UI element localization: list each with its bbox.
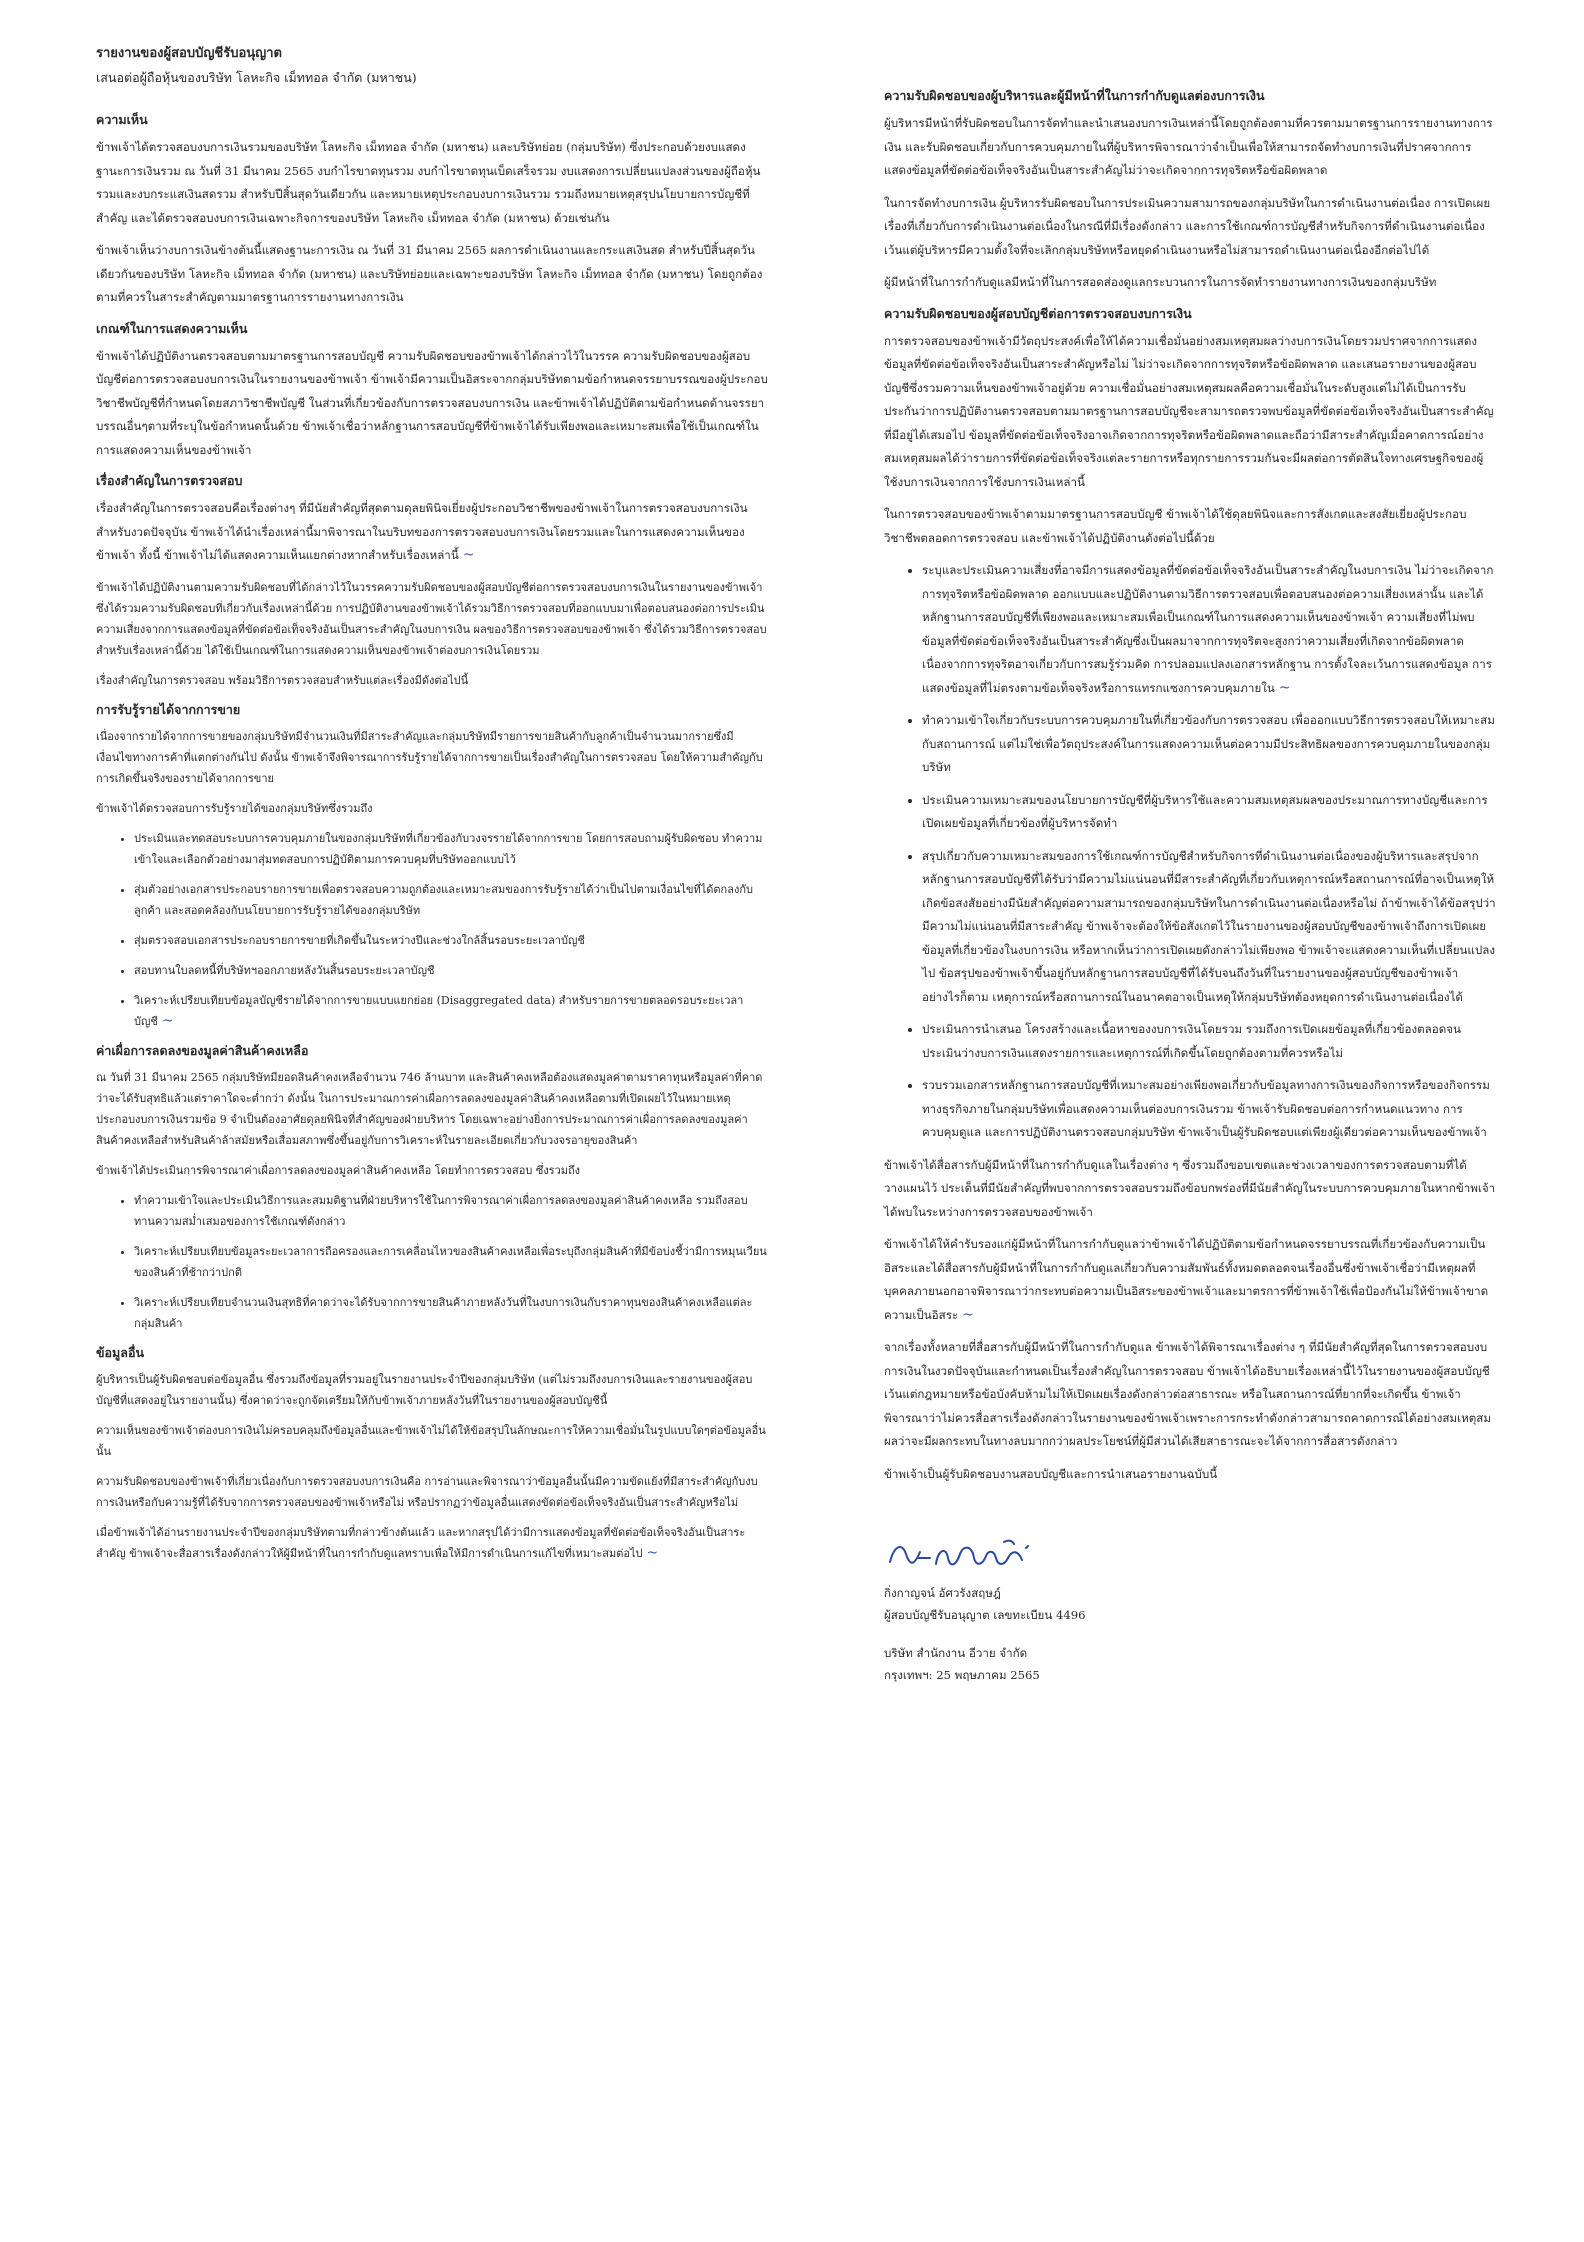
- list-item: • ประเมินการนำเสนอ โครงสร้างและเนื้อหาของงบการเงินโดยรวม รวมถึงการเปิดเผยข้อมูลที่เกี่ยวข้องตลอดจนประเมินว่างบการเงินแสดงรายการและเหตุการณ์ที่เกิดขึ้นโดยถูกต้องตามที่ควรหรือไม่: [922, 1018, 1496, 1065]
- kam-heading: เรื่องสำคัญในการตรวจสอบ: [96, 473, 243, 488]
- inventory-procedures-list: [96, 1190, 768, 1334]
- annotation-mark-icon: ~: [962, 1306, 974, 1323]
- list-item: • รวบรวมเอกสารหลักฐานการสอบบัญชีที่เหมาะสมอย่างเพียงพอเกี่ยวกับข้อมูลทางการเงินของกิจการหรือของกิจกรรมทางธุรกิจภายในกลุ่มบริษัทเพื่อแสดงความเห็นต่องบการเงินรวม ข้าพเจ้ารับผิดชอบต่อการกำหนดแนวทาง การควบคุมดูแล และการปฏิบัติงานตรวจสอบกลุ่มบริษัท ข้าพเจ้าเป็นผู้รับผิดชอบแต่เพียงผู้เดียวต่อความเห็นของข้าพเจ้า: [922, 1074, 1496, 1145]
- auditor-paragraph: ข้าพเจ้าได้สื่อสารกับผู้มีหน้าที่ในการกำกับดูแลในเรื่องต่าง ๆ ซึ่งรวมถึงขอบเขตและช่วงเวลาของการตรวจสอบตามที่ได้วางแผนไว้ ประเด็นที่มีนัยสำคัญที่พบจากการตรวจสอบรวมถึงข้อบกพร่องที่มีนัยสำคัญในระบบการควบคุมภายในหากข้าพเจ้าได้พบในระหว่างการตรวจสอบของข้าพเจ้า: [884, 1157, 1496, 1219]
- signer-name: กิ่งกาญจน์ อัศวรังสฤษฎ์: [884, 1586, 1001, 1600]
- revenue-procedures-list: [96, 828, 768, 1032]
- report-title: รายงานของผู้สอบบัญชีรับอนุญาต: [96, 46, 282, 61]
- list-item: • สรุปเกี่ยวกับความเหมาะสมของการใช้เกณฑ์การบัญชีสำหรับกิจการที่ดำเนินงานต่อเนื่องของผู้บริหารและสรุปจากหลักฐานการสอบบัญชีที่ได้รับว่ามีความไม่แน่นอนที่มีสาระสำคัญที่เกี่ยวกับเหตุการณ์หรือสถานการณ์ที่อาจเป็นเหตุให้เกิดข้อสงสัยอย่างมีนัยสำคัญต่อความสามารถของกลุ่มบริษัทในการดำเนินงานต่อเนื่องหรือไม่ ถ้าข้าพเจ้าได้ข้อสรุปว่ามีความไม่แน่นอนที่มีสาระสำคัญ ข้าพเจ้าจะต้องให้ข้อสังเกตไว้ในรายงานของผู้สอบบัญชีของข้าพเจ้าถึงการเปิดเผยข้อมูลที่เกี่ยวข้องในงบการเงิน หรือหากเห็นว่าการเปิดเผยดังกล่าวไม่เพียงพอ ข้าพเจ้าจะแสดงความเห็นที่เปลี่ยนแปลงไป ข้อสรุปของข้าพเจ้าขึ้นอยู่กับหลักฐานการสอบบัญชีที่ได้รับจนถึงวันที่ในรายงานของผู้สอบบัญชีของข้าพเจ้า อย่างไรก็ตาม เหตุการณ์หรือสถานการณ์ในอนาคตอาจเป็นเหตุให้กลุ่มบริษัทต้องหยุดการดำเนินงานต่อเนื่องได้: [922, 845, 1496, 1010]
- list-item: • วิเคราะห์เปรียบเทียบข้อมูลบัญชีรายได้จากการขายแบบแยกย่อย (Disaggregated data) สำหรับรายการขายตลอดรอบระยะเวลาบัญชี ~: [134, 990, 768, 1032]
- auditor-paragraph: ข้าพเจ้าเป็นผู้รับผิดชอบงานสอบบัญชีและการนำเสนอรายงานฉบับนี้: [884, 1466, 1218, 1481]
- list-item: • ทำความเข้าใจและประเมินวิธีการและสมมติฐานที่ฝ่ายบริหารใช้ในการพิจารณาค่าเผื่อการลดลงของมูลค่าสินค้าคงเหลือ รวมถึงสอบทานความสม่ำเสมอของการใช้เกณฑ์ดังกล่าว: [134, 1190, 768, 1232]
- opinion-heading: ความเห็น: [96, 112, 148, 127]
- kam-paragraph: เรื่องสำคัญในการตรวจสอบคือเรื่องต่างๆ ที่มีนัยสำคัญที่สุดตามดุลยพินิจเยี่ยงผู้ประกอบวิชาชีพของข้าพเจ้าในการตรวจสอบงบการเงินสำหรับงวดปัจจุบัน ข้าพเจ้าได้นำเรื่องเหล่านี้มาพิจารณาในบริบทของการตรวจสอบงบการเงินโดยรวมและในการแสดงความเห็นของข้าพเจ้า ทั้งนี้ ข้าพเจ้าไม่ได้แสดงความเห็นแยกต่างหากสำหรับเรื่องเหล่านี้ ~: [96, 501, 748, 563]
- opinion-paragraph: ข้าพเจ้าได้ตรวจสอบงบการเงินรวมของบริษัท โลหะกิจ เม็ททอล จำกัด (มหาชน) และบริษัทย่อย (กลุ่มบริษัท) ซึ่งประกอบด้วยงบแสดงฐานะการเงินรวม ณ วันที่ 31 มีนาคม 2565 งบกำไรขาดทุนรวม งบกำไรขาดทุนเบ็ดเสร็จรวม งบแสดงการเปลี่ยนแปลงส่วนของผู้ถือหุ้นรวมและงบกระแสเงินสดรวม สำหรับปีสิ้นสุดวันเดียวกัน และหมายเหตุประกอบงบการเงินรวม รวมถึงหมายเหตุสรุปนโยบายการบัญชีที่สำคัญ และได้ตรวจสอบงบการเงินเฉพาะกิจการของบริษัท โลหะกิจ เม็ททอล จำกัด (มหาชน) ด้วยเช่นกัน: [96, 140, 761, 225]
- other-info-heading: ข้อมูลอื่น: [96, 1344, 145, 1360]
- auditor-paragraph: ในการตรวจสอบของข้าพเจ้าตามมาตรฐานการสอบบัญชี ข้าพเจ้าได้ใช้ดุลยพินิจและการสังเกตและสงสัยเยี่ยงผู้ประกอบวิชาชีพตลอดการตรวจสอบ และข้าพเจ้าได้ปฏิบัติงานดังต่อไปนี้ด้วย: [884, 507, 1467, 545]
- other-info-paragraph: ความเห็นของข้าพเจ้าต่องบการเงินไม่ครอบคลุมถึงข้อมูลอื่นและข้าพเจ้าไม่ได้ให้ข้อสรุปในลักษณะการให้ความเชื่อมั่นในรูปแบบใดๆต่อข้อมูลอื่นนั้น: [96, 1423, 766, 1458]
- auditor-responsibility-heading: ความรับผิดชอบของผู้สอบบัญชีต่อการตรวจสอบงบการเงิน: [884, 305, 1192, 321]
- opinion-paragraph: ข้าพเจ้าเห็นว่างบการเงินข้างต้นนี้แสดงฐานะการเงิน ณ วันที่ 31 มีนาคม 2565 ผลการดำเนินงานและกระแสเงินสด สำหรับปีสิ้นสุดวันเดียวกันของบริษัท โลหะกิจ เม็ททอล จำกัด (มหาชน) และบริษัทย่อยและเฉพาะของบริษัท โลหะกิจ เม็ททอล จำกัด (มหาชน) โดยถูกต้องตามที่ควรในสาระสำคัญตามมาตรฐานการรายงานทางการเงิน: [96, 243, 763, 304]
- revenue-paragraph: เนื่องจากรายได้จากการขายของกลุ่มบริษัทมีจำนวนเงินที่มีสาระสำคัญและกลุ่มบริษัทมีรายการขายสินค้ากับลูกค้าเป็นจำนวนมากรายซึ่งมีเงื่อนไขทางการค้าที่แตกต่างกันไป ดังนั้น ข้าพเจ้าจึงพิจารณาการรับรู้รายได้จากการขายเป็นเรื่องสำคัญในการตรวจสอบ โดยให้ความสำคัญกับการเกิดขึ้นจริงของรายได้จากการขาย: [96, 729, 763, 785]
- basis-heading: เกณฑ์ในการแสดงความเห็น: [96, 320, 248, 336]
- management-responsibility-heading: ความรับผิดชอบของผู้บริหารและผู้มีหน้าที่ในการกำกับดูแลต่องบการเงิน: [884, 88, 1265, 103]
- inventory-paragraph: ข้าพเจ้าได้ประเมินการพิจารณาค่าเผื่อการลดลงของมูลค่าสินค้าคงเหลือ โดยทำการตรวจสอบ ซึ่งรวมถึง: [96, 1163, 581, 1177]
- revenue-paragraph: ข้าพเจ้าได้ตรวจสอบการรับรู้รายได้ของกลุ่มบริษัทซึ่งรวมถึง: [96, 801, 373, 815]
- kam-paragraph: ข้าพเจ้าได้ปฏิบัติงานตามความรับผิดชอบที่ได้กล่าวไว้ในวรรคความรับผิดชอบของผู้สอบบัญชีต่อการตรวจสอบงบการเงินในรายงานของข้าพเจ้า ซึ่งได้รวมความรับผิดชอบที่เกี่ยวกับเรื่องเหล่านี้ด้วย การปฏิบัติงานของข้าพเจ้าได้รวมวิธีการตรวจสอบที่ออกแบบมาเพื่อตอบสนองต่อการประเมินความเสี่ยงจากการแสดงข้อมูลที่ขัดต่อข้อเท็จจริงอันเป็นสาระสำคัญในงบการเงิน ผลของวิธีการตรวจสอบของข้าพเจ้า ซึ่งได้รวมวิธีการตรวจสอบสำหรับเรื่องเหล่านี้ด้วย ได้ใช้เป็นเกณฑ์ในการแสดงความเห็นของข้าพเจ้าต่องบการเงินโดยรวม: [96, 580, 767, 657]
- list-item: • ระบุและประเมินความเสี่ยงที่อาจมีการแสดงข้อมูลที่ขัดต่อข้อเท็จจริงอันเป็นสาระสำคัญในงบการเงิน ไม่ว่าจะเกิดจากการทุจริตหรือข้อผิดพลาด ออกแบบและปฏิบัติงานตามวิธีการตรวจสอบเพื่อตอบสนองต่อความเสี่ยงเหล่านั้น และได้หลักฐานการสอบบัญชีที่เพียงพอและเหมาะสมเพื่อเป็นเกณฑ์ในการแสดงความเห็นของข้าพเจ้า ความเสี่ยงที่ไม่พบข้อมูลที่ขัดต่อข้อเท็จจริงอันเป็นสาระสำคัญซึ่งเป็นผลมาจากการทุจริตจะสูงกว่าความเสี่ยงที่เกิดจากข้อผิดพลาด เนื่องจากการทุจริตอาจเกี่ยวกับการสมรู้ร่วมคิด การปลอมแปลงเอกสารหลักฐาน การตั้งใจละเว้นการแสดงข้อมูล การแสดงข้อมูลที่ไม่ตรงตามข้อเท็จจริงหรือการแทรกแซงการควบคุมภายใน ~: [922, 559, 1496, 700]
- list-item: • สุ่มตัวอย่างเอกสารประกอบรายการขายเพื่อตรวจสอบความถูกต้องและเหมาะสมของการรับรู้รายได้ว่าเป็นไปตามเงื่อนไขที่ได้ตกลงกับลูกค้า และสอดคล้องกับนโยบายการรับรู้รายได้ของกลุ่มบริษัท: [134, 879, 768, 921]
- auditor-paragraph: การตรวจสอบของข้าพเจ้ามีวัตถุประสงค์เพื่อให้ได้ความเชื่อมั่นอย่างสมเหตุสมผลว่างบการเงินโดยรวมปราศจากการแสดงข้อมูลที่ขัดต่อข้อเท็จจริงอันเป็นสาระสำคัญหรือไม่ ไม่ว่าจะเกิดจากการทุจริตหรือข้อผิดพลาด และเสนอรายงานของผู้สอบบัญชีซึ่งรวมความเห็นของข้าพเจ้าอยู่ด้วย ความเชื่อมั่นอย่างสมเหตุสมผลคือความเชื่อมั่นในระดับสูงแต่ไม่ได้เป็นการรับประกันว่าการปฏิบัติงานตรวจสอบตามมาตรฐานการสอบบัญชีจะสามารถตรวจพบข้อมูลที่ขัดต่อข้อเท็จจริงอันเป็นสาระสำคัญที่มีอยู่ได้เสมอไป ข้อมูลที่ขัดต่อข้อเท็จจริงอาจเกิดจากการทุจริตหรือข้อผิดพลาดและถือว่ามีสาระสำคัญเมื่อคาดการณ์อย่างสมเหตุสมผลได้ว่ารายการที่ขัดต่อข้อเท็จจริงแต่ละรายการหรือทุกรายการรวมกันจะมีผลต่อการตัดสินใจทางเศรษฐกิจของผู้ใช้งบการเงินจากการใช้งบการเงินเหล่านี้: [884, 333, 1494, 489]
- list-item: • ทำความเข้าใจเกี่ยวกับระบบการควบคุมภายในที่เกี่ยวข้องกับการตรวจสอบ เพื่อออกแบบวิธีการตรวจสอบให้เหมาะสมกับสถานการณ์ แต่ไม่ใช่เพื่อวัตถุประสงค์ในการแสดงความเห็นต่อความมีประสิทธิผลของการควบคุมภายในของกลุ่มบริษัท: [922, 709, 1496, 780]
- annotation-mark-icon: ~: [646, 1544, 659, 1561]
- list-item: • วิเคราะห์เปรียบเทียบจำนวนเงินสุทธิที่คาดว่าจะได้รับจากการขายสินค้าภายหลังวันที่ในงบการเงินกับราคาทุนของสินค้าคงเหลือแต่ละกลุ่มสินค้า: [134, 1292, 768, 1334]
- list-item: • ประเมินความเหมาะสมของนโยบายการบัญชีที่ผู้บริหารใช้และความสมเหตุสมผลของประมาณการทางบัญชีและการเปิดเผยข้อมูลที่เกี่ยวข้องที่ผู้บริหารจัดทำ: [922, 789, 1496, 836]
- list-item: • วิเคราะห์เปรียบเทียบข้อมูลระยะเวลาการถือครองและการเคลื่อนไหวของสินค้าคงเหลือเพื่อระบุถึงกลุ่มสินค้าที่มีข้อบ่งชี้ว่ามีการหมุนเวียนของสินค้าที่ช้ากว่าปกติ: [134, 1241, 768, 1283]
- basis-paragraph: ข้าพเจ้าได้ปฏิบัติงานตรวจสอบตามมาตรฐานการสอบบัญชี ความรับผิดชอบของข้าพเจ้าได้กล่าวไว้ในวรรค ความรับผิดชอบของผู้สอบบัญชีต่อการตรวจสอบงบการเงินในรายงานของข้าพเจ้า ข้าพเจ้ามีความเป็นอิสระจากกลุ่มบริษัทตามข้อกำหนดจรรยาบรรณของผู้ประกอบวิชาชีพบัญชีที่กำหนดโดยสภาวิชาชีพบัญชี ในส่วนที่เกี่ยวข้องกับการตรวจสอบงบการเงิน และข้าพเจ้าได้ปฏิบัติตามข้อกำหนดด้านจรรยาบรรณอื่นๆตามที่ระบุในข้อกำหนดนั้นด้วย ข้าพเจ้าเชื่อว่าหลักฐานการสอบบัญชีที่ข้าพเจ้าได้รับเพียงพอและเหมาะสมเพื่อใช้เป็นเกณฑ์ในการแสดงความเห็นของข้าพเจ้า: [96, 348, 768, 457]
- report-date: กรุงเทพฯ: 25 พฤษภาคม 2565: [884, 1668, 1040, 1682]
- other-info-paragraph: ผู้บริหารเป็นผู้รับผิดชอบต่อข้อมูลอื่น ซึ่งรวมถึงข้อมูลที่รวมอยู่ในรายงานประจำปีของกลุ่มบริษัท (แต่ไม่รวมถึงงบการเงินและรายงานของผู้สอบบัญชีที่แสดงอยู่ในรายงานนั้น) ซึ่งคาดว่าจะถูกจัดเตรียมให้กับข้าพเจ้าภายหลังวันที่ในรายงานของผู้สอบบัญชีนี้: [96, 1372, 753, 1407]
- left-column: [96, 44, 768, 1573]
- management-paragraph: ผู้มีหน้าที่ในการกำกับดูแลมีหน้าที่ในการสอดส่องดูแลกระบวนการในการจัดทำรายงานทางการเงินของกลุ่มบริษัท: [884, 275, 1437, 289]
- left-small-section: [96, 577, 768, 1564]
- right-column: [884, 78, 1496, 1686]
- inventory-paragraph: ณ วันที่ 31 มีนาคม 2565 กลุ่มบริษัทมียอดสินค้าคงเหลือจำนวน 746 ล้านบาท และสินค้าคงเหลือต้องแสดงมูลค่าตามราคาทุนหรือมูลค่าที่คาดว่าจะได้รับสุทธิแล้วแต่ราคาใดจะต่ำกว่า ดังนั้น ในการประมาณการค่าเผื่อการลดลงของมูลค่าสินค้าคงเหลือตามที่เปิดเผยไว้ในหมายเหตุประกอบงบการเงินรวมข้อ 9 จำเป็นต้องอาศัยดุลยพินิจที่สำคัญของฝ่ายบริหาร โดยเฉพาะอย่างยิ่งการประมาณการค่าเผื่อการลดลงของมูลค่าสินค้าคงเหลือสำหรับสินค้าล้าสมัยหรือเสื่อมสภาพซึ่งขึ้นอยู่กับการวิเคราะห์ในรายละเอียดเกี่ยวกับวงจรอายุของสินค้า: [96, 1070, 763, 1147]
- inventory-heading: ค่าเผื่อการลดลงของมูลค่าสินค้าคงเหลือ: [96, 1042, 309, 1058]
- list-item: • ประเมินและทดสอบระบบการควบคุมภายในของกลุ่มบริษัทที่เกี่ยวข้องกับวงจรรายได้จากการขาย โดยการสอบถามผู้รับผิดชอบ ทำความเข้าใจและเลือกตัวอย่างมาสุ่มทดสอบการปฏิบัติตามการควบคุมที่บริษัทออกแบบไว้: [134, 828, 768, 870]
- annotation-mark-icon: ~: [161, 1012, 174, 1029]
- management-paragraph: ผู้บริหารมีหน้าที่รับผิดชอบในการจัดทำและนำเสนองบการเงินเหล่านี้โดยถูกต้องตามที่ควรตามมาตรฐานการรายงานทางการเงิน และรับผิดชอบเกี่ยวกับการควบคุมภายในที่ผู้บริหารพิจารณาว่าจำเป็นเพื่อให้สามารถจัดทำงบการเงินที่ปราศจากการแสดงข้อมูลที่ขัดต่อข้อเท็จจริงอันเป็นสาระสำคัญไม่ว่าจะเกิดจากการทุจริตหรือข้อผิดพลาด: [884, 116, 1493, 177]
- list-item: • สอบทานใบลดหนี้ที่บริษัทฯออกภายหลังวันสิ้นรอบระยะเวลาบัญชี: [134, 960, 768, 981]
- signature-block: [884, 1532, 1496, 1686]
- other-info-paragraph: ความรับผิดชอบของข้าพเจ้าที่เกี่ยวเนื่องกับการตรวจสอบงบการเงินคือ การอ่านและพิจารณาว่าข้อมูลอื่นนั้นมีความขัดแย้งที่มีสาระสำคัญกับงบการเงินหรือกับความรู้ที่ได้รับจากการตรวจสอบของข้าพเจ้าหรือไม่ หรือปรากฏว่าข้อมูลอื่นแสดงขัดต่อข้อเท็จจริงอันเป็นสาระสำคัญหรือไม่: [96, 1474, 758, 1509]
- list-item: • สุ่มตรวจสอบเอกสารประกอบรายการขายที่เกิดขึ้นในระหว่างปีและช่วงใกล้สิ้นรอบระยะเวลาบัญชี: [134, 930, 768, 951]
- management-paragraph: ในการจัดทำงบการเงิน ผู้บริหารรับผิดชอบในการประเมินความสามารถของกลุ่มบริษัทในการดำเนินงานต่อเนื่อง การเปิดเผยเรื่องที่เกี่ยวกับการดำเนินงานต่อเนื่องในกรณีที่มีเรื่องดังกล่าว และการใช้เกณฑ์การบัญชีสำหรับกิจการที่ดำเนินงานต่อเนื่องเว้นแต่ผู้บริหารมีความตั้งใจที่จะเลิกกลุ่มบริษัทหรือหยุดดำเนินงานหรือไม่สามารถดำเนินงานต่อเนื่องอีกต่อไปได้: [884, 195, 1491, 257]
- audit-firm: บริษัท สำนักงาน อีวาย จำกัด: [884, 1646, 1028, 1660]
- other-info-paragraph: เมื่อข้าพเจ้าได้อ่านรายงานประจำปีของกลุ่มบริษัทตามที่กล่าวข้างต้นแล้ว และหากสรุปได้ว่ามีการแสดงข้อมูลที่ขัดต่อข้อเท็จจริงอันเป็นสาระสำคัญ ข้าพเจ้าจะสื่อสารเรื่องดังกล่าวให้ผู้มีหน้าที่ในการกำกับดูแลทราบเพื่อให้มีการดำเนินการแก้ไขที่เหมาะสมต่อไป ~: [96, 1525, 746, 1561]
- signer-title: ผู้สอบบัญชีรับอนุญาต เลขทะเบียน 4496: [884, 1608, 1086, 1622]
- handwritten-signature-icon: [884, 1532, 1054, 1576]
- annotation-mark-icon: ~: [1278, 679, 1291, 696]
- addressee: เสนอต่อผู้ถือหุ้นของบริษัท โลหะกิจ เม็ททอล จำกัด (มหาชน): [96, 70, 417, 85]
- auditor-procedures-list: [884, 559, 1496, 1145]
- kam-paragraph: เรื่องสำคัญในการตรวจสอบ พร้อมวิธีการตรวจสอบสำหรับแต่ละเรื่องมีดังต่อไปนี้: [96, 673, 469, 687]
- auditor-paragraph: ข้าพเจ้าได้ให้คำรับรองแก่ผู้มีหน้าที่ในการกำกับดูแลว่าข้าพเจ้าได้ปฏิบัติตามข้อกำหนดจรรยาบรรณที่เกี่ยวข้องกับความเป็นอิสระและได้สื่อสารกับผู้มีหน้าที่ในการกำกับดูแลเกี่ยวกับความสัมพันธ์ทั้งหมดตลอดจนเรื่องอื่นซึ่งข้าพเจ้าเชื่อว่ามีเหตุผลที่บุคคลภายนอกอาจพิจารณาว่ากระทบต่อความเป็นอิสระของข้าพเจ้าและมาตรการที่ข้าพเจ้าใช้เพื่อป้องกันไม่ให้ข้าพเจ้าขาดความเป็นอิสระ ~: [884, 1237, 1489, 1323]
- annotation-mark-icon: ~: [462, 547, 475, 563]
- auditor-paragraph: จากเรื่องทั้งหลายที่สื่อสารกับผู้มีหน้าที่ในการกำกับดูแล ข้าพเจ้าได้พิจารณาเรื่องต่าง ๆ ที่มีนัยสำคัญที่สุดในการตรวจสอบงบการเงินในงวดปัจจุบันและกำหนดเป็นเรื่องสำคัญในการตรวจสอบ ข้าพเจ้าได้อธิบายเรื่องเหล่านี้ไว้ในรายงานของผู้สอบบัญชี เว้นแต่กฎหมายหรือข้อบังคับห้ามไม่ให้เปิดเผยเรื่องดังกล่าวต่อสาธารณะ หรือในสถานการณ์ที่ยากที่จะเกิดขึ้น ข้าพเจ้าพิจารณาว่าไม่ควรสื่อสารเรื่องดังกล่าวในรายงานของข้าพเจ้าเพราะการกระทำดังกล่าวสามารถคาดการณ์ได้อย่างสมเหตุสมผลว่าจะมีผลกระทบในทางลบมากกว่าผลประโยชน์ที่ผู้มีส่วนได้เสียสาธารณะจะได้จากการสื่อสารดังกล่าว: [884, 1340, 1491, 1448]
- revenue-heading: การรับรู้รายได้จากการขาย: [96, 701, 241, 717]
